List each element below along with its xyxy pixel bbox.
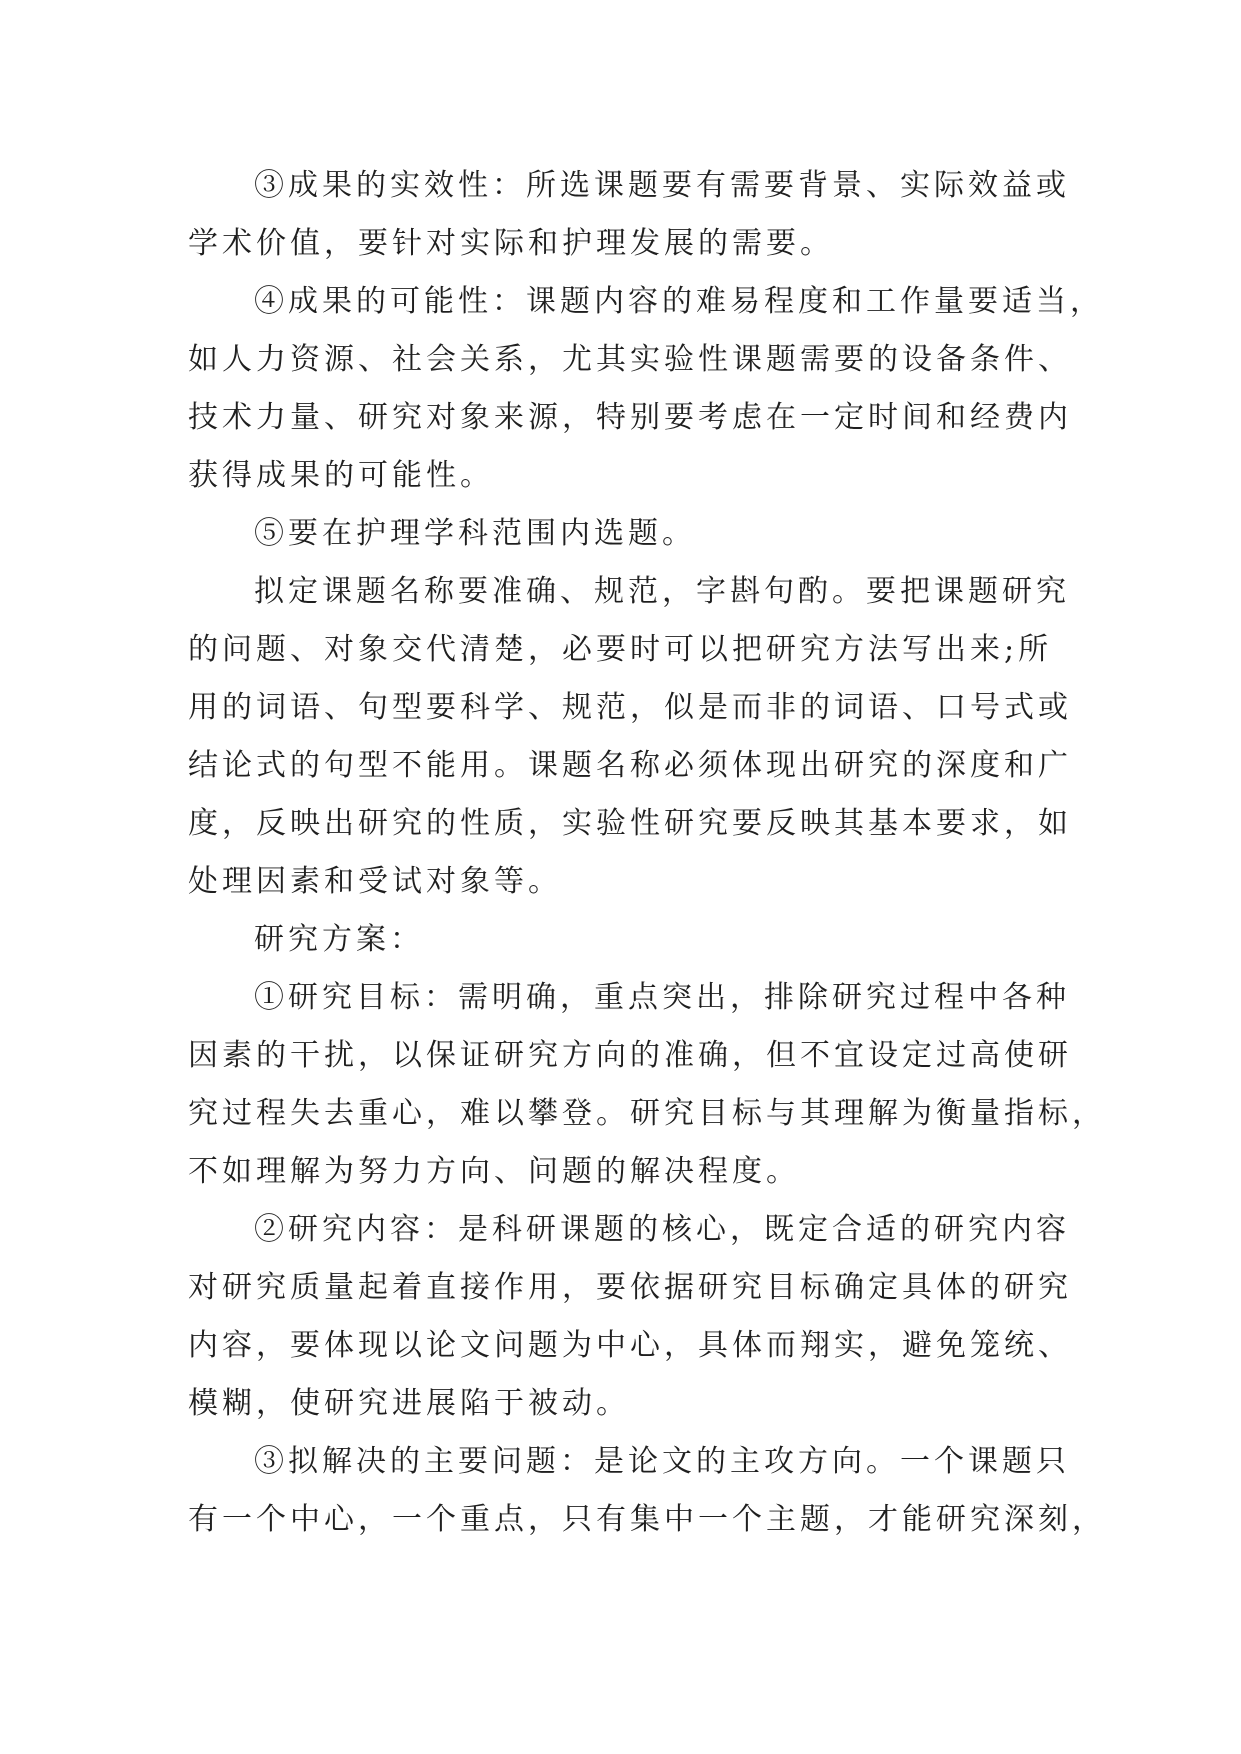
document-body xyxy=(188,157,1106,1549)
text-line: 处理因素和受试对象等。 xyxy=(188,864,562,899)
text-line: ⑤要在护理学科范围内选题。 xyxy=(254,516,696,551)
text-line: ③拟解决的主要问题：是论文的主攻方向。一个课题只 xyxy=(254,1444,1070,1479)
text-line: ③成果的实效性：所选课题要有需要背景、实际效益或 xyxy=(254,168,1070,203)
text-line: 有一个中心，一个重点，只有集中一个主题，才能研究深刻， xyxy=(188,1502,1106,1537)
text-line: 技术力量、研究对象来源，特别要考虑在一定时间和经费内 xyxy=(188,400,1072,435)
text-line: 用的词语、句型要科学、规范，似是而非的词语、口号式或 xyxy=(188,690,1072,725)
text-line: 学术价值，要针对实际和护理发展的需要。 xyxy=(188,226,834,261)
text-line: 如人力资源、社会关系，尤其实验性课题需要的设备条件、 xyxy=(188,342,1072,377)
section-heading: 研究方案： xyxy=(254,922,424,957)
text-line: 因素的干扰，以保证研究方向的准确，但不宜设定过高使研 xyxy=(188,1038,1072,1073)
text-line: 度，反映出研究的性质，实验性研究要反映其基本要求，如 xyxy=(188,806,1072,841)
text-line: 模糊，使研究进展陷于被动。 xyxy=(188,1386,630,1421)
text-line: 结论式的句型不能用。课题名称必须体现出研究的深度和广 xyxy=(188,748,1072,783)
text-line: 究过程失去重心，难以攀登。研究目标与其理解为衡量指标， xyxy=(188,1096,1106,1131)
text-line: 获得成果的可能性。 xyxy=(188,458,494,493)
text-line: ④成果的可能性：课题内容的难易程度和工作量要适当， xyxy=(254,284,1104,319)
text-line: 的问题、对象交代清楚，必要时可以把研究方法写出来;所 xyxy=(188,632,1053,667)
text-line: 对研究质量起着直接作用，要依据研究目标确定具体的研究 xyxy=(188,1270,1072,1305)
text-line: 内容，要体现以论文问题为中心，具体而翔实，避免笼统、 xyxy=(188,1328,1072,1363)
text-line: 拟定课题名称要准确、规范，字斟句酌。要把课题研究 xyxy=(254,574,1070,609)
text-line: ①研究目标：需明确，重点突出，排除研究过程中各种 xyxy=(254,980,1070,1015)
text-line: 不如理解为努力方向、问题的解决程度。 xyxy=(188,1154,800,1189)
text-line: ②研究内容：是科研课题的核心，既定合适的研究内容 xyxy=(254,1212,1070,1247)
